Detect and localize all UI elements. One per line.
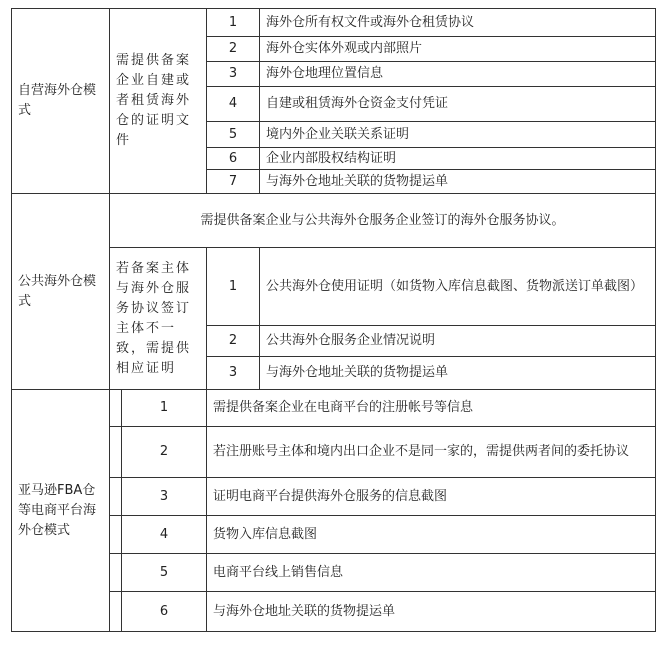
item-description: 需提供备案企业在电商平台的注册帐号等信息 <box>207 390 656 427</box>
item-description: 若注册账号主体和境内出口企业不是同一家的，需提供两者间的委托协议 <box>207 427 656 478</box>
item-description: 公共海外仓使用证明（如货物入库信息截图、货物派送订单截图） <box>260 248 656 326</box>
item-number: 6 <box>122 592 207 632</box>
mode-public-warehouse: 公共海外仓模式 <box>12 194 110 390</box>
item-number: 7 <box>207 170 260 194</box>
table-row <box>12 194 656 248</box>
condition-self-operated: 需提供备案企业自建或者租赁海外仓的证明文件 <box>110 9 207 194</box>
item-description: 证明电商平台提供海外仓服务的信息截图 <box>207 478 656 516</box>
table-row <box>12 9 656 37</box>
item-number: 1 <box>207 9 260 37</box>
service-agreement-requirement: 需提供备案企业与公共海外仓服务企业签订的海外仓服务协议。 <box>110 194 656 248</box>
item-description: 海外仓所有权文件或海外仓租赁协议 <box>260 9 656 37</box>
mode-self-operated: 自营海外仓模式 <box>12 9 110 194</box>
item-description: 境内外企业关联关系证明 <box>260 122 656 148</box>
item-number: 1 <box>122 390 207 427</box>
item-description: 货物入库信息截图 <box>207 516 656 554</box>
item-description: 公共海外仓服务企业情况说明 <box>260 326 656 357</box>
table-row <box>12 390 656 427</box>
item-number: 5 <box>207 122 260 148</box>
item-number: 3 <box>207 62 260 87</box>
item-number: 3 <box>207 357 260 390</box>
item-description: 与海外仓地址关联的货物提运单 <box>260 170 656 194</box>
item-number: 2 <box>122 427 207 478</box>
item-number: 4 <box>122 516 207 554</box>
item-number: 6 <box>207 148 260 170</box>
item-description: 海外仓实体外观或内部照片 <box>260 37 656 62</box>
item-description: 与海外仓地址关联的货物提运单 <box>260 357 656 390</box>
item-number: 1 <box>207 248 260 326</box>
mode-ecommerce-platform: 亚马逊FBA仓等电商平台海外仓模式 <box>12 390 110 632</box>
item-description: 自建或租赁海外仓资金支付凭证 <box>260 87 656 122</box>
condition-public-warehouse: 若备案主体与海外仓服务协议签订主体不一致，需提供相应证明 <box>110 248 207 390</box>
item-description: 企业内部股权结构证明 <box>260 148 656 170</box>
item-number: 2 <box>207 37 260 62</box>
item-number: 3 <box>122 478 207 516</box>
item-description: 与海外仓地址关联的货物提运单 <box>207 592 656 632</box>
item-description: 电商平台线上销售信息 <box>207 554 656 592</box>
item-number: 2 <box>207 326 260 357</box>
item-description: 海外仓地理位置信息 <box>260 62 656 87</box>
item-number: 4 <box>207 87 260 122</box>
overseas-warehouse-requirements-table <box>11 8 656 632</box>
item-number: 5 <box>122 554 207 592</box>
